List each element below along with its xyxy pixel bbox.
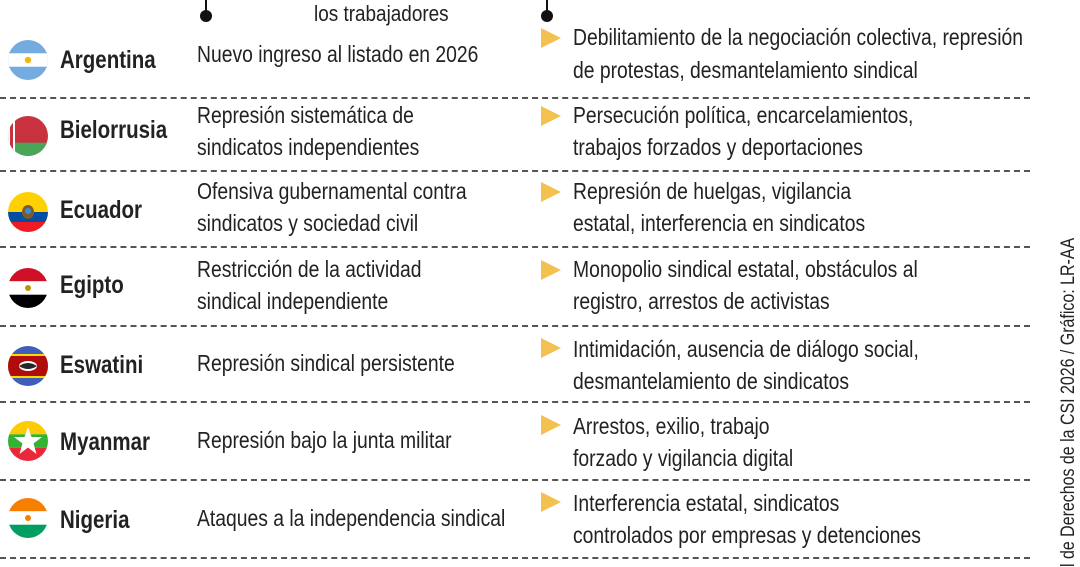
country-name: Egipto: [60, 271, 124, 299]
violations-line: forzado y vigilancia digital: [573, 445, 794, 471]
country-name: Eswatini: [60, 351, 144, 379]
arrow-icon: [541, 492, 561, 512]
status-line: Represión sistemática de: [197, 102, 414, 128]
arrow-icon: [541, 106, 561, 126]
country-name: Argentina: [60, 46, 156, 74]
table-row: [0, 488, 1030, 564]
table-row: [0, 22, 1030, 98]
source-credit: l de Derechos de la CSI 2026 / Gráfico: LR-AA: [1058, 237, 1079, 567]
status-line: Represión sindical persistente: [197, 350, 455, 376]
violations-line: estatal, interferencia en sindicatos: [573, 210, 866, 236]
belarus-flag-icon: [8, 116, 48, 156]
violations-line: de protestas, desmantelamiento sindical: [573, 57, 918, 83]
violations-line: Debilitamiento de la negociación colectiva, represión: [573, 24, 1023, 50]
table-row: [0, 176, 1030, 252]
violations-line: Represión de huelgas, vigilancia: [573, 178, 852, 204]
header-bullet-dot-2: [541, 10, 553, 22]
arrow-icon: [541, 260, 561, 280]
violations-line: Persecución política, encarcelamientos,: [573, 102, 914, 128]
row-separator: [0, 479, 1030, 481]
violations-line: Intimidación, ausencia de diálogo social,: [573, 336, 919, 362]
country-name: Myanmar: [60, 428, 151, 456]
row-separator: [0, 401, 1030, 403]
status-line: Ofensiva gubernamental contra: [197, 178, 467, 204]
table-row: [0, 100, 1030, 176]
status-line: Ataques a la independencia sindical: [197, 505, 506, 531]
row-separator: [0, 325, 1030, 327]
table-row: [0, 334, 1030, 410]
row-separator: [0, 246, 1030, 248]
violations-line: Arrestos, exilio, trabajo: [573, 413, 770, 439]
violations-line: trabajos forzados y deportaciones: [573, 134, 863, 160]
arrow-icon: [541, 28, 561, 48]
status-line: Nuevo ingreso al listado en 2026: [197, 41, 479, 67]
row-separator: [0, 170, 1030, 172]
country-name: Bielorrusia: [60, 116, 168, 144]
header-bullet-dot: [200, 10, 212, 22]
status-line: sindical independiente: [197, 288, 389, 314]
status-line: sindicatos y sociedad civil: [197, 210, 419, 236]
ecuador-flag-icon: [8, 192, 48, 232]
column-header-fragment: los trabajadores: [314, 1, 449, 26]
table-row: [0, 254, 1030, 330]
arrow-icon: [541, 338, 561, 358]
country-name: Nigeria: [60, 506, 130, 534]
country-name: Ecuador: [60, 196, 143, 224]
status-line: sindicatos independientes: [197, 134, 420, 160]
violations-line: Interferencia estatal, sindicatos: [573, 490, 840, 516]
row-separator: [0, 97, 1030, 99]
status-line: Represión bajo la junta militar: [197, 427, 452, 453]
violations-line: desmantelamiento de sindicatos: [573, 368, 850, 394]
argentina-flag-icon: [8, 40, 48, 80]
table-row: [0, 411, 1030, 487]
egypt-flag-icon: [8, 268, 48, 308]
row-separator: [0, 557, 1030, 559]
eswatini-flag-icon: [8, 346, 48, 386]
arrow-icon: [541, 182, 561, 202]
violations-line: Monopolio sindical estatal, obstáculos al: [573, 256, 918, 282]
arrow-icon: [541, 415, 561, 435]
status-line: Restricción de la actividad: [197, 256, 422, 282]
myanmar-flag-icon: [8, 421, 48, 461]
nigeria-flag-icon: [8, 498, 48, 538]
violations-line: controlados por empresas y detenciones: [573, 522, 921, 548]
violations-line: registro, arrestos de activistas: [573, 288, 830, 314]
